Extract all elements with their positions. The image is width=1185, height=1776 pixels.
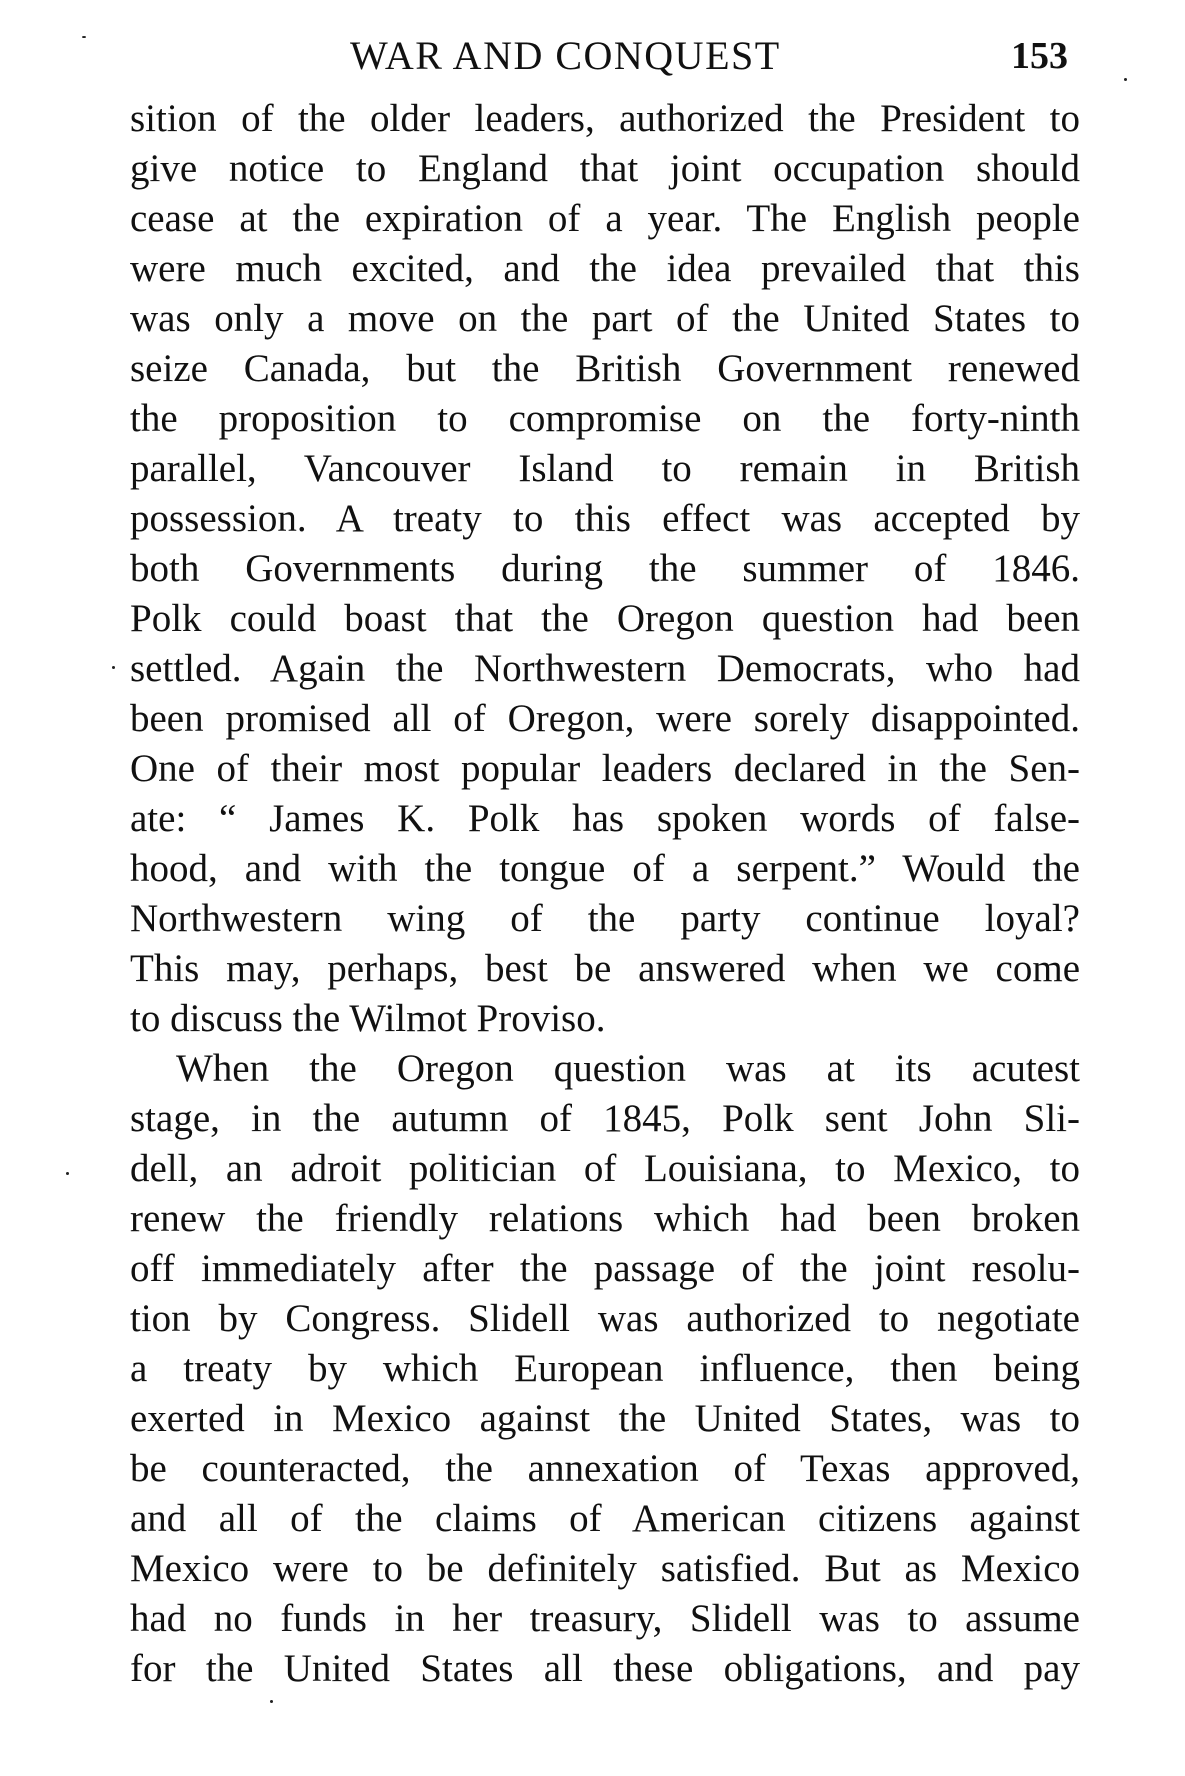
text-line: This may, perhaps, best be answered when we come (130, 947, 1080, 990)
text-line: renew the friendly relations which had been broken (130, 1197, 1080, 1240)
text-line: parallel, Vancouver Island to remain in British (130, 447, 1080, 490)
text-line: When the Oregon question was at its acutest (176, 1047, 1080, 1090)
text-line: had no funds in her treasury, Slidell was to assume (130, 1597, 1080, 1640)
text-line: Polk could boast that the Oregon question had been (130, 597, 1080, 640)
text-line: tion by Congress. Slidell was authorized to negotiate (130, 1297, 1080, 1340)
text-line: seize Canada, but the British Government renewed (130, 347, 1080, 390)
scan-speck (1124, 78, 1127, 81)
text-line: One of their most popular leaders declared in the Sen- (130, 747, 1080, 790)
text-line: dell, an adroit politician of Louisiana, to Mexico, to (130, 1147, 1080, 1190)
text-line: settled. Again the Northwestern Democrats, who had (130, 647, 1080, 690)
text-line: sition of the older leaders, authorized the President to (130, 97, 1080, 140)
text-line: and all of the claims of American citizens against (130, 1497, 1080, 1540)
text-line: give notice to England that joint occupation should (130, 147, 1080, 190)
scan-speck (112, 666, 115, 669)
scan-speck (270, 1700, 273, 1703)
text-line: ate: “ James K. Polk has spoken words of false- (130, 797, 1080, 840)
text-line: possession. A treaty to this effect was accepted by (130, 497, 1080, 540)
text-line: a treaty by which European influence, then being (130, 1347, 1080, 1390)
text-line: Mexico were to be definitely satisfied. But as Mexico (130, 1547, 1080, 1590)
body-text (130, 94, 1080, 1694)
scan-speck (82, 36, 86, 38)
text-line: exerted in Mexico against the United States, was to (130, 1397, 1080, 1440)
text-line: the proposition to compromise on the forty-ninth (130, 397, 1080, 440)
scan-speck (66, 1172, 69, 1175)
text-line: off immediately after the passage of the joint resolu- (130, 1247, 1080, 1290)
text-line: cease at the expiration of a year. The English people (130, 197, 1080, 240)
text-line: both Governments during the summer of 1846. (130, 547, 1080, 590)
running-head (130, 28, 1080, 84)
text-line: Northwestern wing of the party continue loyal? (130, 897, 1080, 940)
running-title: WAR AND CONQUEST (350, 33, 781, 78)
text-line: for the United States all these obligations, and pay (130, 1647, 1080, 1690)
text-line: were much excited, and the idea prevailed that this (130, 247, 1080, 290)
text-line: hood, and with the tongue of a serpent.” Would the (130, 847, 1080, 890)
text-line: to discuss the Wilmot Proviso. (130, 997, 606, 1040)
text-line: stage, in the autumn of 1845, Polk sent John Sli- (130, 1097, 1080, 1140)
text-line: was only a move on the part of the United States to (130, 297, 1080, 340)
page-number: 153 (1011, 35, 1068, 77)
text-line: be counteracted, the annexation of Texas approved, (130, 1447, 1080, 1490)
text-line: been promised all of Oregon, were sorely disappointed. (130, 697, 1080, 740)
